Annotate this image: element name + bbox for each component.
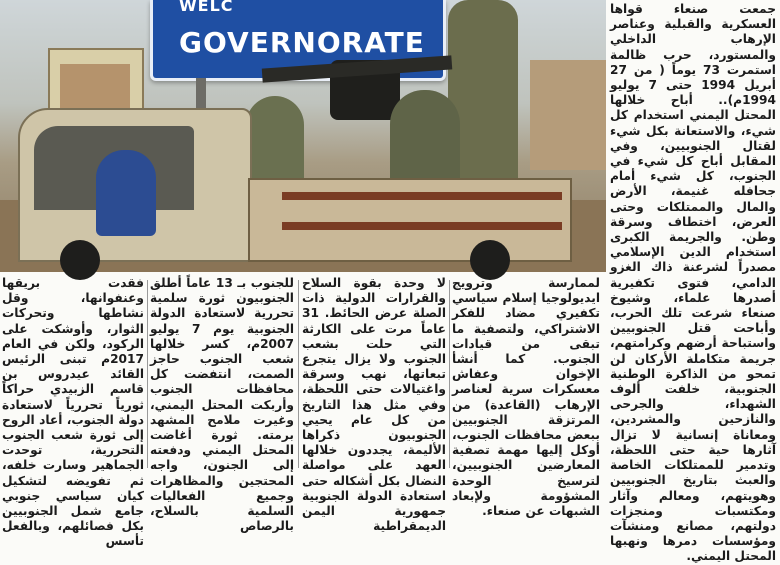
truck-rail-lower — [282, 222, 562, 230]
article-text: لا وحدة بقوة السلاح والقرارات الدولية ذات الصلة عرض الحائط. 31 عاماً مرت على الكارثة التي حلت بشعب الجنوب ولا يزال يتجرع تبعاتها، نهب وسرقة واغتيالات حتى اللحظة، وفي مثل هذا التاريخ من كل عام يحيي الجنوبيون ذكراها الأليمة، يجددون خلالها العهد على مواصلة النضال بكل أشكاله حتى استعادة الدولة الجنوبية جمهورية اليمن الديمقراطية — [302, 276, 446, 534]
background-building — [530, 60, 606, 170]
sign-top-text: WELC — [179, 0, 234, 15]
sign-main-text: GOVERNORATE — [179, 26, 425, 59]
seated-soldier-left — [246, 96, 304, 186]
truck-driver — [96, 150, 156, 236]
article-column-1 — [2, 276, 144, 549]
column-divider — [298, 280, 299, 468]
article-column-right — [610, 2, 776, 564]
news-photo — [0, 0, 606, 272]
truck-bed — [248, 178, 572, 262]
article-column-3 — [302, 276, 446, 534]
truck-rail — [282, 192, 562, 200]
article-column-2 — [150, 276, 294, 534]
column-divider — [147, 280, 148, 468]
article-text: جمعت صنعاء قواها العسكرية والقبلية وعناصر الإرهاب الداخلي والمستورد، حرب ظالمة استمرت 73 يوماً ( من 27 أبريل 1994 حتى 7 يوليو 1994م).. أباح خلالها المحتل اليمني استخدام كل شيء، والاستعانة بكل شيء لقتال الجنوبيين، وفي المقابل أباح كل شيء في الجنوب، كل شيء أمام جحافله غنيمة، الأرض والمال والممتلكات وحتى العرض، اختطاف وسرقة وطن. والجريمة الكبرى استخدام الدين الإسلامي مصدراً لشرعنة ذاك الغزو الدامي، فتوى تكفيرية أصدرها علماء، وشيوخ صنعاء شرعت تلك الحرب، وأباحت قتل الجنوبيين واستباحة أرضهم وكرامتهم، جريمة متكاملة الأركان لن تمحو من الذاكرة الوطنية الجنوبية، خلفت ألوف الشهداء، والجرحى والنازحين والمشردين، ومعاناة إنسانية لا تزال آثارها حية حتى اللحظة، وتدمير للممتلكات الخاصة والعبث بتاريخ الجنوبيين وهويتهم، ومعالم وآثار ومكتسبات ومنجزات دولتهم، مصانع ومنشآت ومؤسسات دمرها ونهبها المحتل اليمني. — [610, 2, 776, 564]
seated-soldier-right — [390, 90, 460, 190]
article-column-4 — [452, 276, 600, 519]
truck-wheel-front — [60, 240, 100, 280]
truck-wheel-rear — [470, 240, 510, 280]
column-divider — [449, 280, 450, 468]
article-text: لممارسة وترويج ايديولوجيا إسلام سياسي تكفيري مضاد للفكر الاشتراكي، ولتصفية ما تبقى من قيادات الجنوب. كما أنشأ الإخوان وعفاش معسكرات سرية لعناصر الإرهاب (القاعدة) من المرتزقة الجنوبيين ببعض محافظات الجنوب، أوكل إليها مهمة تصفية المعارضين الجنوبيين، لترسيخ الوحدة المشؤومة ولإبعاد الشبهات عن صنعاء. — [452, 276, 600, 519]
article-text: للجنوب بـ 13 عاماً أطلق الجنوبيون ثورة سلمية تحررية لاستعادة الدولة الجنوبية يوم 7 يوليو 2007م، كسر خلالها شعب الجنوب حاجز الصمت، انتفضت كل محافظات الجنوب وأربكت المحتل اليمني، وغيرت ملامح المشهد برمته. ثورة أغاضت المحتل اليمني ودفعته إلى الجنون، واجه المحتجين والمظاهرات وجميع الفعاليات السلمية بالسلاح، بالرصاص — [150, 276, 294, 534]
article-text: فقدت بريقها وعنفوانها، وقل نشاطها وتحركات الثوار، وأوشكت على الركود، ولكن في العام 2017م تبنى الرئيس القائد عيدروس بن قاسم الزبيدي حراكاً ثورياً تحررياً لاستعادة دولة الجنوب، أعاد الروح إلى ثورة شعب الجنوب التحررية، توحدت الجماهير وسارت خلفه، ثم تفويضه لتشكيل كيان سياسي جنوبي جامع شمل الجنوبيين بكل فصائلهم، وبالفعل تأسس — [2, 276, 144, 549]
